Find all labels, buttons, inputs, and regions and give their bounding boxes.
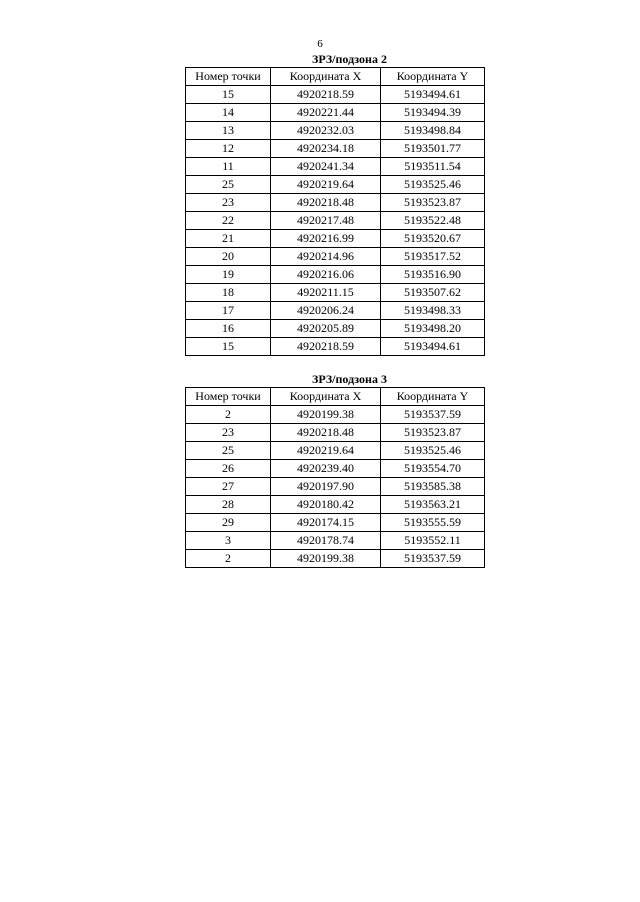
table-row <box>186 496 485 514</box>
cell-coordinate-x: 4920174.15 <box>271 514 381 532</box>
cell-coordinate-y: 5193523.87 <box>381 194 485 212</box>
cell-point-number: 25 <box>186 176 271 194</box>
table-row <box>186 284 485 302</box>
table-row <box>186 248 485 266</box>
cell-coordinate-y: 5193501.77 <box>381 140 485 158</box>
table-row <box>186 212 485 230</box>
cell-coordinate-x: 4920211.15 <box>271 284 381 302</box>
table-header-row <box>186 68 485 86</box>
cell-point-number: 15 <box>186 86 271 104</box>
cell-coordinate-x: 4920218.48 <box>271 424 381 442</box>
table-row <box>186 104 485 122</box>
cell-coordinate-x: 4920217.48 <box>271 212 381 230</box>
cell-coordinate-x: 4920219.64 <box>271 176 381 194</box>
cell-coordinate-y: 5193537.59 <box>381 406 485 424</box>
cell-coordinate-y: 5193563.21 <box>381 496 485 514</box>
cell-coordinate-x: 4920221.44 <box>271 104 381 122</box>
cell-point-number: 11 <box>186 158 271 176</box>
cell-point-number: 25 <box>186 442 271 460</box>
cell-coordinate-x: 4920199.38 <box>271 406 381 424</box>
table-row <box>186 532 485 550</box>
table-header-row <box>186 388 485 406</box>
table-row <box>186 424 485 442</box>
cell-coordinate-y: 5193537.59 <box>381 550 485 568</box>
cell-coordinate-x: 4920218.59 <box>271 86 381 104</box>
table-row <box>186 442 485 460</box>
table-row <box>186 550 485 568</box>
cell-point-number: 20 <box>186 248 271 266</box>
page-number: 6 <box>317 38 323 50</box>
cell-coordinate-x: 4920197.90 <box>271 478 381 496</box>
cell-point-number: 2 <box>186 406 271 424</box>
section-subzone-2 <box>185 51 484 356</box>
header-point-number: Номер точки <box>186 68 271 86</box>
table-row <box>186 320 485 338</box>
table-row <box>186 194 485 212</box>
cell-coordinate-y: 5193585.38 <box>381 478 485 496</box>
cell-coordinate-y: 5193555.59 <box>381 514 485 532</box>
cell-coordinate-y: 5193498.84 <box>381 122 485 140</box>
cell-point-number: 21 <box>186 230 271 248</box>
cell-coordinate-y: 5193554.70 <box>381 460 485 478</box>
cell-coordinate-y: 5193494.61 <box>381 338 485 356</box>
table-body <box>186 406 485 568</box>
section-title: ЗРЗ/подзона 3 <box>312 372 387 386</box>
cell-coordinate-x: 4920239.40 <box>271 460 381 478</box>
cell-coordinate-x: 4920219.64 <box>271 442 381 460</box>
cell-coordinate-y: 5193525.46 <box>381 176 485 194</box>
cell-coordinate-y: 5193507.62 <box>381 284 485 302</box>
cell-coordinate-x: 4920241.34 <box>271 158 381 176</box>
cell-coordinate-y: 5193520.67 <box>381 230 485 248</box>
section-subzone-3 <box>185 371 484 568</box>
coordinates-table <box>185 387 485 568</box>
cell-point-number: 19 <box>186 266 271 284</box>
cell-coordinate-x: 4920206.24 <box>271 302 381 320</box>
cell-coordinate-x: 4920218.48 <box>271 194 381 212</box>
cell-coordinate-x: 4920234.18 <box>271 140 381 158</box>
cell-point-number: 13 <box>186 122 271 140</box>
cell-coordinate-x: 4920178.74 <box>271 532 381 550</box>
cell-coordinate-x: 4920216.99 <box>271 230 381 248</box>
cell-point-number: 2 <box>186 550 271 568</box>
cell-coordinate-x: 4920214.96 <box>271 248 381 266</box>
cell-coordinate-x: 4920205.89 <box>271 320 381 338</box>
cell-coordinate-x: 4920216.06 <box>271 266 381 284</box>
cell-point-number: 23 <box>186 424 271 442</box>
table-row <box>186 478 485 496</box>
cell-point-number: 16 <box>186 320 271 338</box>
cell-point-number: 29 <box>186 514 271 532</box>
cell-point-number: 23 <box>186 194 271 212</box>
section-title: ЗРЗ/подзона 2 <box>312 52 387 66</box>
cell-point-number: 22 <box>186 212 271 230</box>
table-row <box>186 338 485 356</box>
table-row <box>186 230 485 248</box>
cell-coordinate-y: 5193511.54 <box>381 158 485 176</box>
cell-coordinate-y: 5193494.61 <box>381 86 485 104</box>
table-row <box>186 158 485 176</box>
table-row <box>186 406 485 424</box>
table-row <box>186 122 485 140</box>
cell-point-number: 12 <box>186 140 271 158</box>
cell-point-number: 15 <box>186 338 271 356</box>
cell-coordinate-x: 4920218.59 <box>271 338 381 356</box>
header-coordinate-x: Координата X <box>271 68 381 86</box>
cell-coordinate-x: 4920232.03 <box>271 122 381 140</box>
cell-coordinate-y: 5193517.52 <box>381 248 485 266</box>
cell-point-number: 17 <box>186 302 271 320</box>
table-row <box>186 266 485 284</box>
table-row <box>186 302 485 320</box>
table-row <box>186 86 485 104</box>
cell-point-number: 26 <box>186 460 271 478</box>
cell-point-number: 27 <box>186 478 271 496</box>
table-row <box>186 176 485 194</box>
header-coordinate-y: Координата Y <box>381 68 485 86</box>
table-row <box>186 514 485 532</box>
header-point-number: Номер точки <box>186 388 271 406</box>
table-row <box>186 460 485 478</box>
cell-coordinate-y: 5193498.33 <box>381 302 485 320</box>
cell-coordinate-y: 5193523.87 <box>381 424 485 442</box>
coordinates-table <box>185 67 485 356</box>
cell-coordinate-y: 5193516.90 <box>381 266 485 284</box>
cell-point-number: 14 <box>186 104 271 122</box>
cell-coordinate-y: 5193525.46 <box>381 442 485 460</box>
table-body <box>186 86 485 356</box>
table-row <box>186 140 485 158</box>
cell-coordinate-x: 4920180.42 <box>271 496 381 514</box>
cell-coordinate-y: 5193494.39 <box>381 104 485 122</box>
header-coordinate-x: Координата X <box>271 388 381 406</box>
header-coordinate-y: Координата Y <box>381 388 485 406</box>
cell-point-number: 28 <box>186 496 271 514</box>
cell-point-number: 3 <box>186 532 271 550</box>
cell-coordinate-y: 5193498.20 <box>381 320 485 338</box>
cell-coordinate-y: 5193552.11 <box>381 532 485 550</box>
cell-coordinate-y: 5193522.48 <box>381 212 485 230</box>
cell-point-number: 18 <box>186 284 271 302</box>
cell-coordinate-x: 4920199.38 <box>271 550 381 568</box>
